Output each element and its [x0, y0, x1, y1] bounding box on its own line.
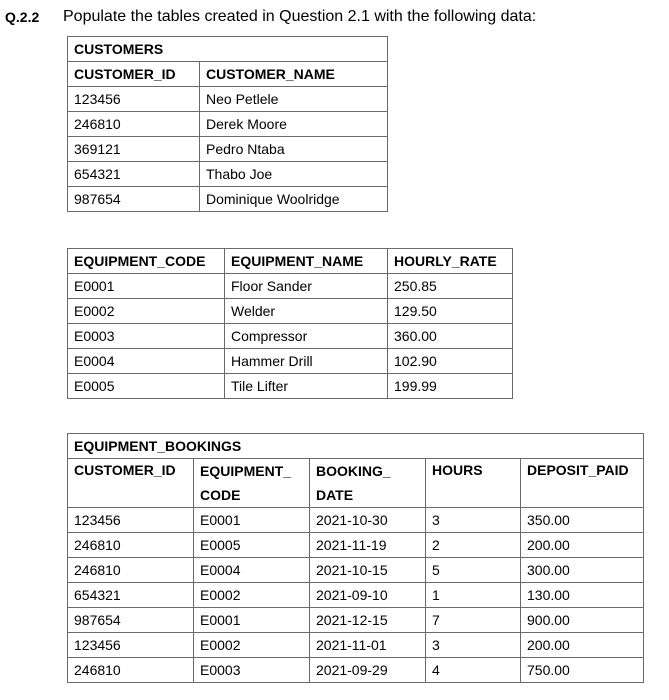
column-header: CUSTOMER_ID [68, 459, 194, 508]
table-cell: 246810 [68, 558, 194, 583]
table-row [68, 349, 513, 374]
table-cell: Welder [225, 299, 388, 324]
table-cell: 130.00 [521, 583, 644, 608]
table-row [68, 112, 388, 137]
column-header: DEPOSIT_PAID [521, 459, 644, 508]
table-row [68, 162, 388, 187]
table-cell: Compressor [225, 324, 388, 349]
table-cell: Thabo Joe [200, 162, 388, 187]
table-cell: 2021-09-10 [310, 583, 426, 608]
column-header: EQUIPMENT_NAME [225, 249, 388, 274]
table-cell: Floor Sander [225, 274, 388, 299]
table-cell: 123456 [68, 508, 194, 533]
column-header: HOURS [426, 459, 521, 508]
table-cell: E0003 [194, 658, 310, 683]
table-title: CUSTOMERS [68, 37, 388, 62]
table-cell: 369121 [68, 137, 200, 162]
table-cell: 2021-11-19 [310, 533, 426, 558]
table-cell: 2021-10-15 [310, 558, 426, 583]
equipment-table [67, 248, 513, 399]
table-cell: 3 [426, 508, 521, 533]
table-cell: 246810 [68, 112, 200, 137]
table-row [68, 299, 513, 324]
table-cell: E0001 [194, 608, 310, 633]
table-cell: 300.00 [521, 558, 644, 583]
table-caption-row [68, 37, 388, 62]
column-header: HOURLY_RATE [388, 249, 513, 274]
table-cell: 2021-12-15 [310, 608, 426, 633]
table-cell: Pedro Ntaba [200, 137, 388, 162]
table-cell: 123456 [68, 633, 194, 658]
column-header: DATE [310, 483, 426, 508]
table-cell: 900.00 [521, 608, 644, 633]
table-cell: 3 [426, 633, 521, 658]
table-cell: Neo Petlele [200, 87, 388, 112]
table-cell: E0001 [68, 274, 225, 299]
table-cell: 102.90 [388, 349, 513, 374]
table-cell: 2021-10-30 [310, 508, 426, 533]
table-header-row [68, 62, 388, 87]
table-cell: E0002 [194, 633, 310, 658]
table-cell: E0003 [68, 324, 225, 349]
table-cell: 129.50 [388, 299, 513, 324]
column-header: EQUIPMENT_ [194, 459, 310, 484]
table-row [68, 274, 513, 299]
table-cell: 123456 [68, 87, 200, 112]
column-header: CUSTOMER_ID [68, 62, 200, 87]
table-cell: 246810 [68, 658, 194, 683]
table-cell: E0002 [68, 299, 225, 324]
table-cell: Dominique Woolridge [200, 187, 388, 212]
column-header: EQUIPMENT_CODE [68, 249, 225, 274]
table-cell: 987654 [68, 608, 194, 633]
table-row [68, 187, 388, 212]
table-cell: 200.00 [521, 633, 644, 658]
table-row [68, 658, 644, 683]
table-row [68, 324, 513, 349]
table-cell: 2021-09-29 [310, 658, 426, 683]
column-header: BOOKING_ [310, 459, 426, 484]
table-cell: 7 [426, 608, 521, 633]
table-cell: 350.00 [521, 508, 644, 533]
table-cell: 2021-11-01 [310, 633, 426, 658]
table-cell: 750.00 [521, 658, 644, 683]
table-cell: E0005 [68, 374, 225, 399]
table-header-row [68, 249, 513, 274]
table-row [68, 608, 644, 633]
table-cell: 250.85 [388, 274, 513, 299]
table-cell: 1 [426, 583, 521, 608]
table-cell: 4 [426, 658, 521, 683]
table-row [68, 508, 644, 533]
table-cell: 2 [426, 533, 521, 558]
table-cell: Tile Lifter [225, 374, 388, 399]
table-cell: 360.00 [388, 324, 513, 349]
table-row [68, 533, 644, 558]
table-cell: 199.99 [388, 374, 513, 399]
table-row [68, 558, 644, 583]
table-cell: Derek Moore [200, 112, 388, 137]
column-header: CODE [194, 483, 310, 508]
customers-table [67, 36, 388, 212]
table-cell: 5 [426, 558, 521, 583]
table-cell: 246810 [68, 533, 194, 558]
table-cell: 200.00 [521, 533, 644, 558]
table-row [68, 583, 644, 608]
table-cell: E0004 [68, 349, 225, 374]
table-cell: E0002 [194, 583, 310, 608]
table-cell: 654321 [68, 162, 200, 187]
table-row [68, 137, 388, 162]
table-cell: 654321 [68, 583, 194, 608]
table-row [68, 374, 513, 399]
equipment-bookings-table [67, 433, 644, 683]
table-row [68, 633, 644, 658]
question-number: Q.2.2 [5, 9, 40, 25]
table-caption-row [68, 434, 644, 459]
table-cell: E0001 [194, 508, 310, 533]
column-header: CUSTOMER_NAME [200, 62, 388, 87]
table-header-row [68, 459, 644, 484]
table-row [68, 87, 388, 112]
table-title: EQUIPMENT_BOOKINGS [68, 434, 644, 459]
table-cell: E0005 [194, 533, 310, 558]
question-text: Populate the tables created in Question 2.1 with the following data: [63, 8, 537, 25]
table-cell: 987654 [68, 187, 200, 212]
table-cell: E0004 [194, 558, 310, 583]
table-cell: Hammer Drill [225, 349, 388, 374]
